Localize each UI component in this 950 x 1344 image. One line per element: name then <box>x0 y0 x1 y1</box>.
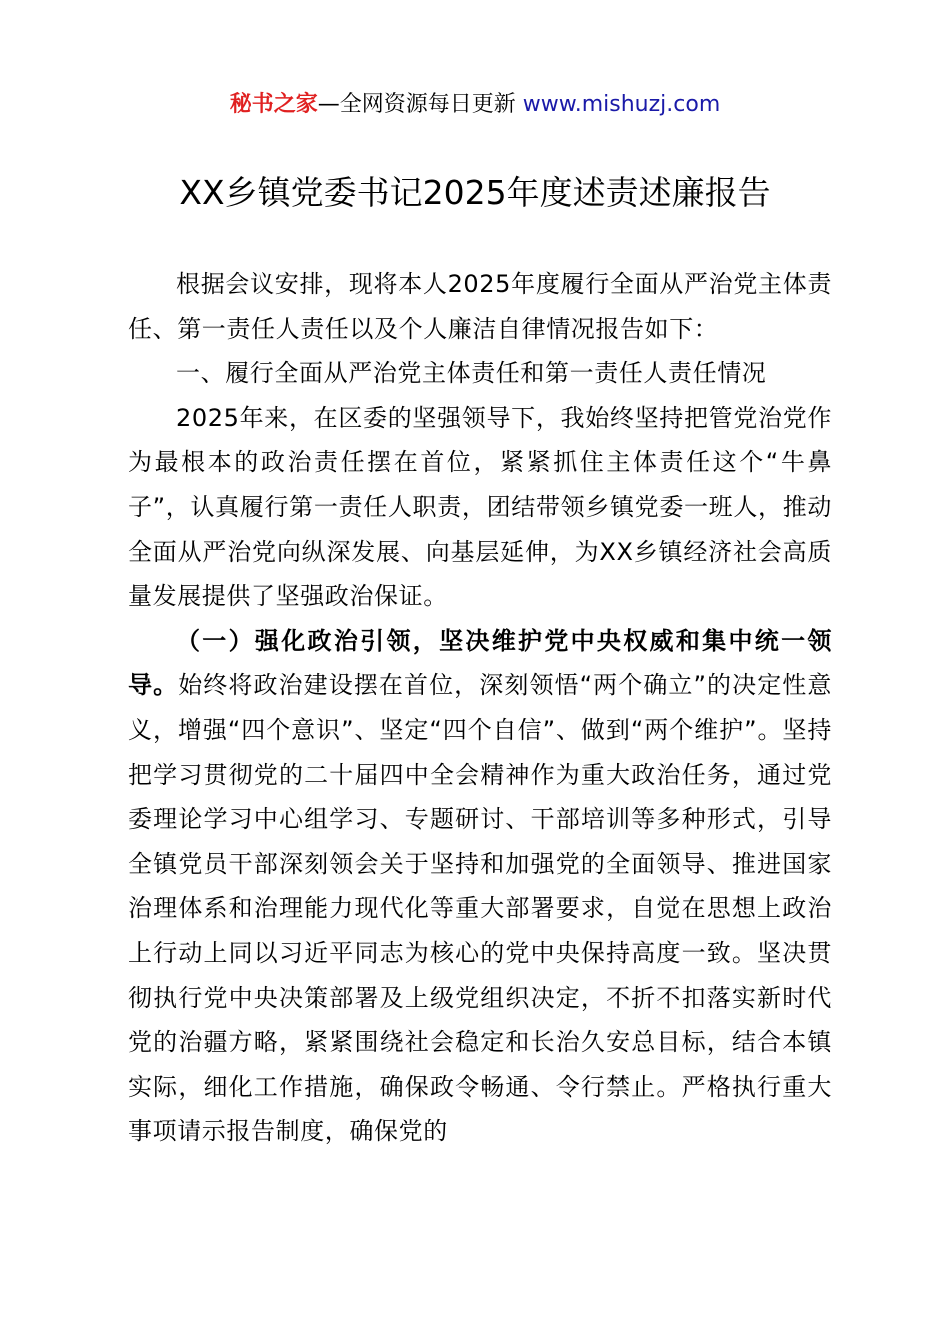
point-paragraph <box>128 619 832 1154</box>
intro-paragraph: 根据会议安排，现将本人2025年度履行全面从严治党主体责任、第一责任人责任以及个人廉洁自律情况报告如下： <box>128 270 832 343</box>
site-tagline: —全网资源每日更新 <box>317 92 523 117</box>
point-heading: （一）强化政治引领，坚决维护党中央权威和集中统一领导。 <box>128 626 832 700</box>
site-brand: 秘书之家 <box>229 92 318 117</box>
document-body <box>128 262 832 1154</box>
section-paragraph: 2025年来，在区委的坚强领导下，我始终坚持把管党治党作为最根本的政治责任摆在首位，紧紧抓住主体责任这个“牛鼻子”，认真履行第一责任人职责，团结带领乡镇党委一班人，推动全面从严治党向纵深发展、向基层延伸，为XX乡镇经济社会高质量发展提供了坚强政治保证。 <box>128 403 832 611</box>
site-url-link[interactable]: www.mishuzj.com <box>522 92 721 117</box>
document-title: XX乡镇党委书记2025年度述责述廉报告 <box>179 173 771 212</box>
point-body: 始终将政治建设摆在首位，深刻领悟“两个确立”的决定性意义，增强“四个意识”、坚定“四个自信”、做到“两个维护”。坚持把学习贯彻党的二十届四中全会精神作为重大政治任务，通过党委理论学习中心组学习、专题研讨、干部培训等多种形式，引导全镇党员干部深刻领会关于坚持和加强党的全面领导、推进国家治理体系和治理能力现代化等重大部署要求，自觉在思想上政治上行动上同以习近平同志为核心的党中央保持高度一致。坚决贯彻执行党中央决策部署及上级党组织决定，不折不扣落实新时代党的治疆方略，紧紧围绕社会稳定和长治久安总目标，结合本镇实际，细化工作措施，确保政令畅通、令行禁止。严格执行重大事项请示报告制度，确保党的 <box>128 671 832 1146</box>
section-heading: 一、履行全面从严治党主体责任和第一责任人责任情况 <box>176 359 767 388</box>
site-header <box>0 88 950 122</box>
